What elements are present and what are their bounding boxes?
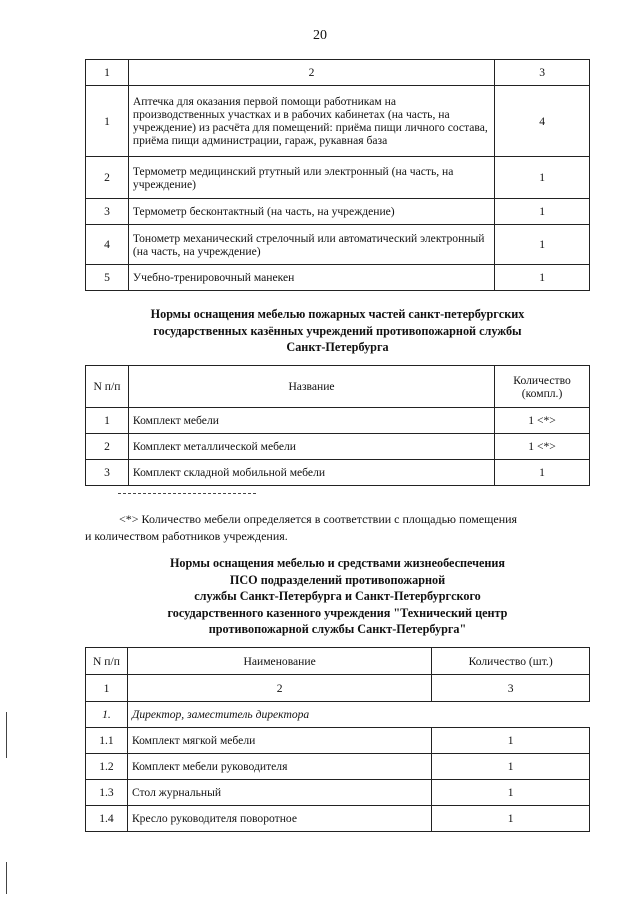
row-name: Учебно-тренировочный манекен	[128, 265, 494, 291]
header-number: N п/п	[86, 648, 128, 675]
medical-equipment-table	[85, 59, 590, 291]
scan-margin-mark	[6, 712, 7, 758]
row-quantity: 1	[432, 728, 590, 754]
row-name: Кресло руководителя поворотное	[127, 806, 431, 832]
row-quantity: 1	[432, 780, 590, 806]
row-name: Комплект металлической мебели	[128, 434, 494, 460]
header-quantity: Количество (шт.)	[432, 648, 590, 675]
row-quantity: 1	[432, 806, 590, 832]
row-quantity: 4	[495, 86, 590, 157]
table-row	[86, 408, 590, 434]
scan-margin-mark	[6, 862, 7, 894]
header-quantity-line: Количество	[513, 373, 571, 387]
life-support-norms-heading	[85, 555, 590, 638]
table-row	[86, 780, 590, 806]
footnote-divider	[118, 493, 256, 494]
table-row	[86, 806, 590, 832]
table-row	[86, 265, 590, 291]
row-number: 4	[86, 225, 129, 265]
row-quantity: 1	[495, 225, 590, 265]
footnote-line: и количеством работников учреждения.	[85, 529, 288, 543]
life-support-table	[85, 647, 590, 832]
row-name: Термометр медицинский ртутный или электронный (на часть, на учреждение)	[128, 157, 494, 199]
index-col-2: 2	[127, 675, 431, 702]
heading-line: службы Санкт-Петербурга и Санкт-Петербургского	[194, 589, 481, 603]
index-col-1: 1	[86, 675, 128, 702]
row-name: Стол журнальный	[127, 780, 431, 806]
furniture-norms-heading	[85, 306, 590, 356]
row-name: Термометр бесконтактный (на часть, на учреждение)	[128, 199, 494, 225]
heading-line: ПСО подразделений противопожарной	[229, 572, 446, 587]
row-number: 3	[86, 460, 129, 486]
table-row	[86, 199, 590, 225]
row-quantity: 1 <*>	[495, 408, 590, 434]
table-row	[86, 460, 590, 486]
row-name: Аптечка для оказания первой помощи работникам на производственных участках и в рабочих кабинетах (на часть, на учреждение) из расчёта для помещений: приёма пищи личного состава, приёма пищи администрации, гараж, рукавная база	[128, 86, 494, 157]
group-number: 1.	[86, 702, 128, 728]
row-name: Тонометр механический стрелочный или автоматический электронный (на часть, на учреждение)	[128, 225, 494, 265]
heading-line: Санкт-Петербурга	[286, 340, 389, 354]
header-name: Наименование	[127, 648, 431, 675]
header-quantity	[495, 366, 590, 408]
table-row	[86, 86, 590, 157]
row-number: 5	[86, 265, 129, 291]
header-col-1: 1	[86, 60, 129, 86]
footnote-line: <*> Количество мебели определяется в соответствии с площадью помещения	[119, 512, 518, 526]
footnote	[85, 511, 593, 545]
row-quantity: 1 <*>	[495, 434, 590, 460]
table-row	[86, 157, 590, 199]
header-quantity-unit: (компл.)	[521, 386, 563, 400]
table-index-row	[86, 675, 590, 702]
row-number: 3	[86, 199, 129, 225]
heading-line: противопожарной службы Санкт-Петербурга"	[208, 622, 467, 636]
row-name: Комплект мебели руководителя	[127, 754, 431, 780]
row-number: 1.3	[86, 780, 128, 806]
table-row	[86, 225, 590, 265]
row-quantity: 1	[495, 460, 590, 486]
table-row	[86, 434, 590, 460]
row-number: 1.2	[86, 754, 128, 780]
table-group-row	[86, 702, 590, 728]
header-number: N п/п	[86, 366, 129, 408]
heading-line: государственного казенного учреждения "Технический центр	[167, 605, 508, 620]
row-name: Комплект складной мобильной мебели	[128, 460, 494, 486]
row-quantity: 1	[432, 754, 590, 780]
heading-line: Нормы оснащения мебелью пожарных частей санкт-петербургских	[150, 307, 525, 321]
row-name: Комплект мебели	[128, 408, 494, 434]
row-number: 1.1	[86, 728, 128, 754]
furniture-table	[85, 365, 590, 486]
row-number: 1.4	[86, 806, 128, 832]
header-col-2: 2	[128, 60, 494, 86]
row-number: 2	[86, 434, 129, 460]
row-quantity: 1	[495, 199, 590, 225]
index-col-3: 3	[432, 675, 590, 702]
header-name: Название	[128, 366, 494, 408]
heading-line: государственных казённых учреждений противопожарной службы	[153, 323, 522, 338]
table-header-row	[86, 60, 590, 86]
table-row	[86, 728, 590, 754]
table-header-row	[86, 366, 590, 408]
row-quantity: 1	[495, 265, 590, 291]
page-number: 20	[313, 28, 327, 43]
table-row	[86, 754, 590, 780]
table-header-row	[86, 648, 590, 675]
header-col-3: 3	[495, 60, 590, 86]
row-number: 1	[86, 408, 129, 434]
row-name: Комплект мягкой мебели	[127, 728, 431, 754]
heading-line: Нормы оснащения мебелью и средствами жизнеобеспечения	[169, 556, 506, 570]
group-name: Директор, заместитель директора	[127, 702, 589, 728]
row-number: 2	[86, 157, 129, 199]
row-quantity: 1	[495, 157, 590, 199]
row-number: 1	[86, 86, 129, 157]
